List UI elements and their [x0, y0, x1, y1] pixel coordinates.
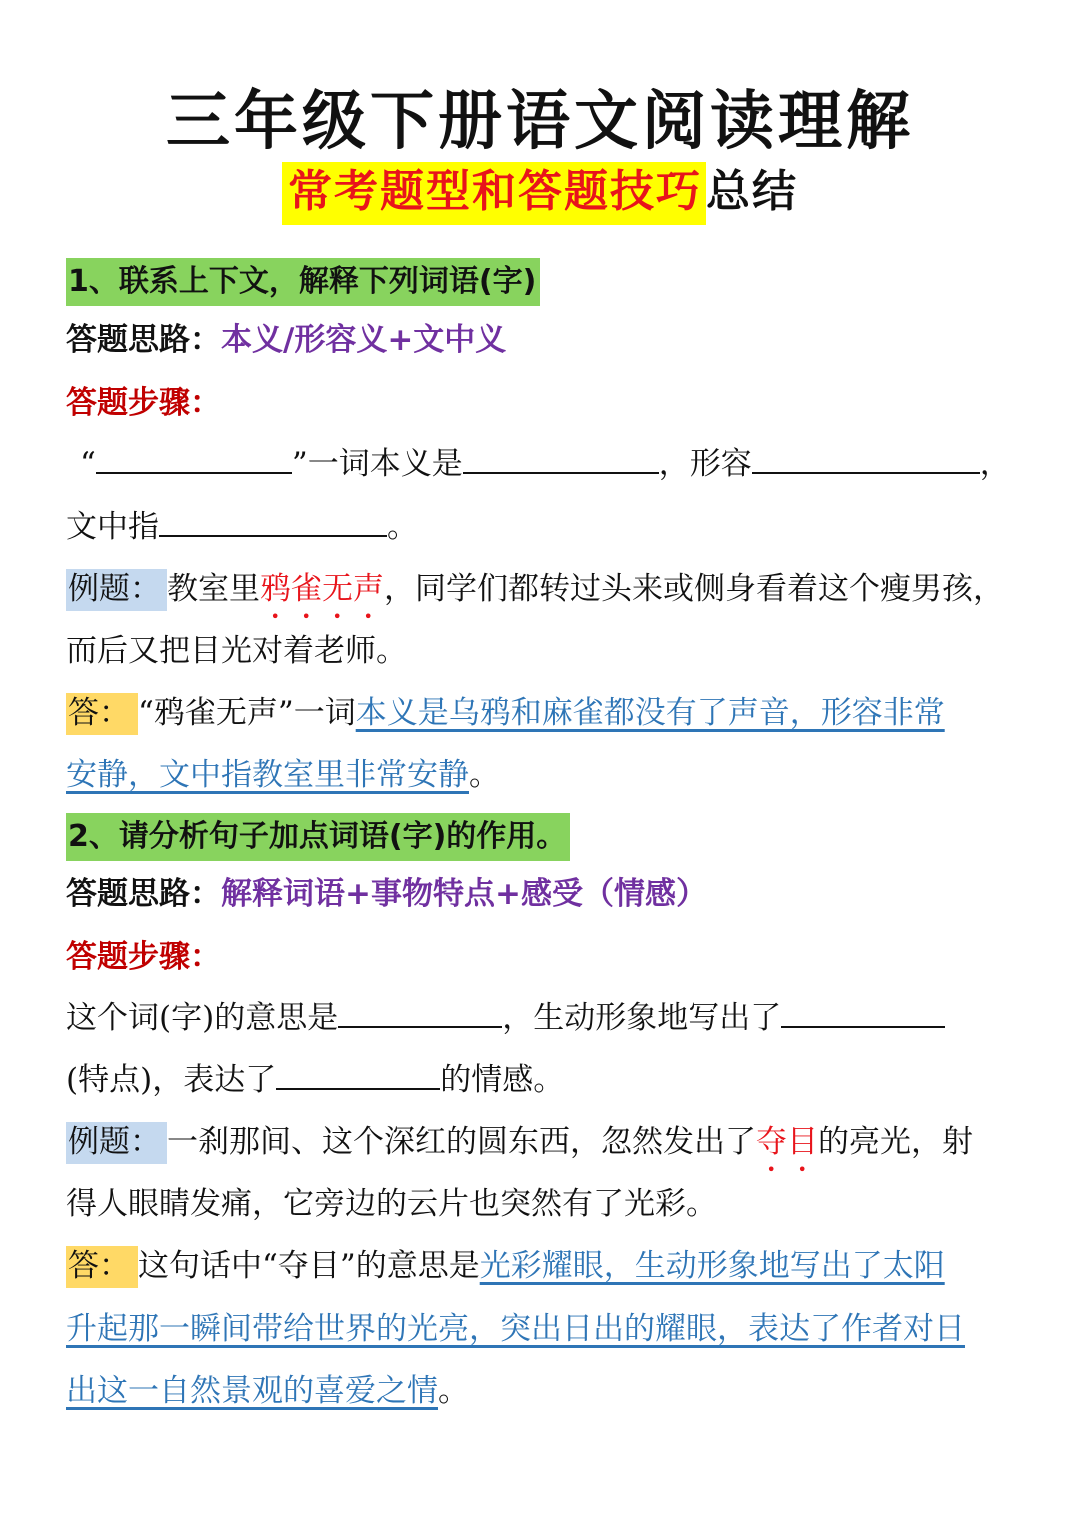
- answer-text: 。: [438, 1373, 469, 1409]
- fill-blank: [96, 471, 292, 474]
- answer-tag: 答：: [66, 693, 138, 735]
- template-text: ，: [979, 446, 1011, 482]
- answer-underlined: 光彩耀眼，生动形象地写出了太阳: [479, 1248, 945, 1284]
- template-text: ，形容: [658, 446, 752, 482]
- section1-example-line1: [66, 569, 1004, 626]
- example-tag: 例题：: [66, 569, 167, 611]
- example-text: 教室里: [167, 571, 260, 607]
- section1-thinking: [66, 320, 506, 360]
- answer-underlined: 安静，文中指教室里非常安静: [66, 757, 469, 793]
- section2-answer-line3: [66, 1371, 469, 1411]
- section2-example-line2: 得人眼睛发痛，它旁边的云片也突然有了光彩。: [66, 1186, 717, 1222]
- section2-template-line2: [66, 1060, 564, 1100]
- template-text: 。: [387, 509, 418, 545]
- example-text: ，同学们都转过头来或侧身看着这个瘦男孩，: [384, 571, 1004, 607]
- template-text: 文中指: [66, 509, 159, 545]
- fill-blank: [338, 1025, 502, 1028]
- fill-blank: [781, 1025, 945, 1028]
- subtitle-highlight: 常考题型和答题技巧: [282, 162, 706, 225]
- answer-text: 这句话中“夺目”的意思是: [138, 1248, 480, 1284]
- template-text: 这个词(字)的意思是: [66, 1000, 339, 1036]
- answer-text: “鸦雀无声”一词: [138, 695, 356, 731]
- answer-underlined: 升起那一瞬间带给世界的光亮，突出日出的耀眼，表达了作者对日: [66, 1311, 965, 1347]
- template-text: ”一词本义是: [291, 446, 463, 482]
- example-text: 一刹那间、这个深红的圆东西，忽然发出了: [167, 1124, 756, 1160]
- fill-blank: [463, 471, 659, 474]
- section2-heading: 2、请分析句子加点词语(字)的作用。: [66, 813, 570, 861]
- section2-example-line1: [66, 1122, 973, 1179]
- answer-text: 。: [469, 757, 500, 793]
- example-tag: 例题：: [66, 1122, 167, 1164]
- section1-steps-label: [66, 383, 221, 423]
- subtitle-rest: 总结: [706, 166, 798, 217]
- fill-blank: [752, 471, 980, 474]
- template-text: “: [80, 446, 96, 482]
- section1-example-line2: 而后又把目光对着老师。: [66, 633, 407, 669]
- section1-template-line1: [80, 444, 1011, 484]
- thinking-label: 答题思路：: [66, 322, 221, 358]
- steps-label: 答题步骤：: [66, 939, 221, 975]
- answer-underlined: 本义是乌鸦和麻雀都没有了声音，形容非常: [355, 695, 945, 731]
- fill-blank: [276, 1087, 440, 1090]
- thinking-label: 答题思路：: [66, 876, 221, 912]
- answer-underlined: 出这一自然景观的喜爱之情: [66, 1373, 438, 1409]
- steps-label: 答题步骤：: [66, 385, 221, 421]
- section2-thinking: [66, 874, 707, 914]
- section1-template-line2: [66, 507, 418, 547]
- emphasized-word: 夺目: [756, 1124, 818, 1160]
- template-text: ，生动形象地写出了: [502, 1000, 782, 1036]
- fill-blank: [159, 534, 387, 537]
- page-subtitle: [0, 155, 1080, 219]
- section2-answer-line1: [66, 1246, 945, 1286]
- section2-steps-label: [66, 937, 221, 977]
- example-text: 的亮光，射: [818, 1124, 973, 1160]
- page-title: 三年级下册语文阅读理解: [166, 85, 914, 159]
- section1-answer-line1: [66, 693, 945, 733]
- section2-answer-line2: [66, 1309, 965, 1349]
- section2-template-line1: [66, 998, 945, 1038]
- template-text: (特点)，表达了: [66, 1062, 277, 1098]
- section1-answer-line2: [66, 755, 500, 795]
- section1-heading: 1、联系上下文，解释下列词语(字): [66, 258, 540, 306]
- thinking-value: 解释词语+事物特点+感受（情感）: [221, 876, 707, 912]
- thinking-value: 本义/形容义+文中义: [221, 322, 507, 358]
- answer-tag: 答：: [66, 1246, 138, 1288]
- template-text: 的情感。: [440, 1062, 565, 1098]
- emphasized-word: 鸦雀无声: [260, 571, 384, 607]
